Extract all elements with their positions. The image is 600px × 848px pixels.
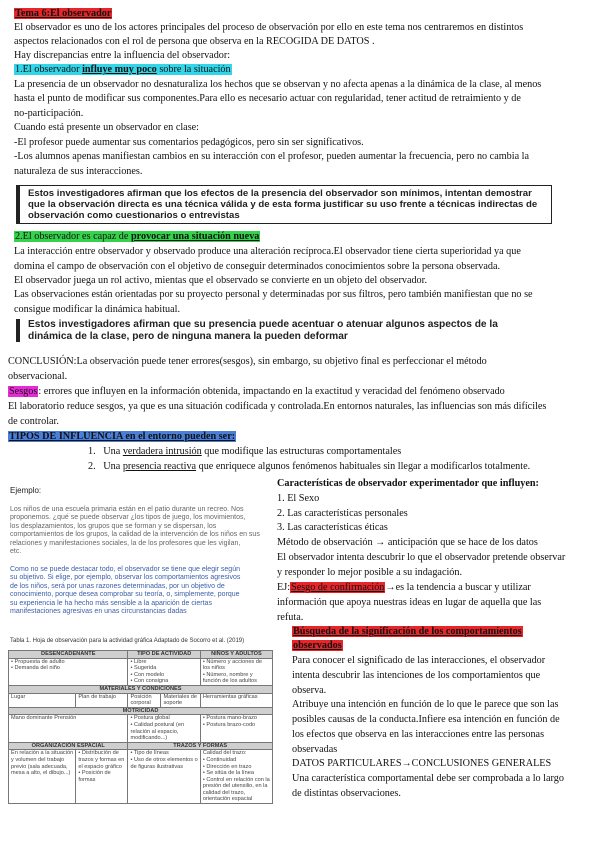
sesgos-line: El laboratorio reduce sesgos, ya que es una situación codificada y controlada.En entornos naturales, las influencias son más difíciles (8, 401, 547, 412)
s1-line: no-participación. (14, 108, 84, 119)
table-cell: • Propuesta de adulto • Demanda del niño (9, 658, 128, 685)
s2-line: consigue modificar la dinámica habitual. (14, 304, 181, 315)
table-cell: • Postura global • Calidad postural (en relación al espacio, modificando...) (128, 715, 200, 742)
intro-line: El observador es uno de los actores principales del proceso de observación por ello en este tema nos centraremos en distintos (14, 22, 524, 33)
busqueda-line: los efectos que observa en las interacciones entre las personas (292, 729, 545, 740)
sesgos-definition: Sesgos: errores que influyen en la información obtenida, impactando en la exactitud y veracidad del fenómeno observado (9, 386, 505, 397)
s1-line: La presencia de un observador no desnaturaliza los hechos que se observan y no afecta apenas a la dinámica de la clase, al menos (14, 79, 542, 90)
intro-line: aspectos relacionados con el rol de persona que observa en la RECOGIDA DE DATOS . (14, 36, 375, 47)
section-1-heading: 1.El observador influye muy poco sobre la situación (15, 64, 231, 75)
busqueda-title: Búsqueda de la significación de los comportamientos (293, 626, 522, 637)
tipos-item: 1. Una verdadera intrusión que modifique las estructuras comportamentales (88, 446, 402, 457)
table-header: TIPO DE ACTIVIDAD (128, 651, 200, 659)
table-header: ORGANIZACIÓN ESPACIAL (9, 742, 128, 750)
ejemplo-sesgo: EJ:Sesgo de confirmación→es la tendencia a buscar y utilizar (277, 582, 531, 593)
table-cell: • Número y acciones de los niños • Número, nombre y función de los adultos (200, 658, 272, 685)
table-header: TRAZOS Y FORMAS (128, 742, 273, 750)
caracteristicas-title: Características de observador experimentador que influyen: (277, 478, 539, 489)
table-header: MATERIALES Y CONDICIONES (9, 685, 273, 693)
table-cell: Posición corporal (128, 693, 161, 707)
s2-line: domina el campo de observación con el objetivo de conseguir determinados conocimientos sobre la persona observada. (14, 261, 501, 272)
conclusion-line: observacional. (8, 371, 68, 382)
table-cell: • Tipo de líneas • Uso de otros elementos o de figuras ilustrativas (128, 750, 200, 804)
table-cell: En relación a la situación y volumen del trabajo previo (sala adecuada, mesa a alto, el dibujo...) (9, 750, 76, 804)
s2-line: La interacción entre observador y observado produce una alteración recíproca.El observador tiene cierta superioridad ya que (14, 246, 521, 257)
busqueda-final: Una característica comportamental debe ser comprobada a lo largo (292, 773, 564, 784)
caracteristicas-item: 2. Las características personales (277, 508, 408, 519)
datos-line: DATOS PARTICULARES→CONCLUSIONES GENERALES (292, 758, 552, 769)
busqueda-line: posibles causas de la conducta.Infiere esa intención en función de (292, 714, 560, 725)
table-cell: • Libre • Sugerida • Con modelo • Con consigna (128, 658, 200, 685)
busqueda-line: Para conocer el significado de las interacciones, el observador (292, 655, 546, 666)
table-cell: Plan de trabajo (76, 693, 128, 707)
metodo-line: Método de observación → anticipación que se hace de los datos (277, 537, 538, 548)
s1-line: Cuando está presente un observador en clase: (14, 122, 200, 133)
s2-quote: Estos investigadores afirman que su presencia puede acentuar o atenuar algunos aspectos de la dinámica de la clase, pero de ninguna manera la pueden deformar (16, 319, 543, 342)
table-cell: • Postura mano-brazo • Postura brazo-codo (200, 715, 272, 742)
page-title: Tema 6:El observador (15, 8, 112, 19)
s1-line: hasta el punto de modificar sus componentes.Para ello es necesario actuar con regularidad, tener actitud de retraimiento y de (14, 93, 521, 104)
table-cell: Herramientas gráficas (200, 693, 272, 707)
s1-line: -Los alumnos apenas manifiestan cambios en su interacción con el profesor, pueden aumentar la frecuencia, pero no cambia la (14, 151, 529, 162)
caracteristicas-item: 3. Las características éticas (277, 522, 388, 533)
s2-line: Las observaciones están orientadas por su proyecto personal y determinadas por sus filtros, pero también manifiestan que no se (14, 289, 533, 300)
s1-line: -El profesor puede aumentar sus comentarios pedagógicos, pero sin ser significativos. (14, 137, 364, 148)
table-caption: Tabla 1. Hoja de observación para la actividad gráfica Adaptado de Socorro et al. (2019) (10, 638, 245, 644)
conclusion-line: CONCLUSIÓN:La observación puede tener errores(sesgos), sin embargo, su objetivo final es perfeccionar el método (8, 356, 487, 367)
s1-line: naturaleza de sus interacciones. (14, 166, 143, 177)
table-cell: Mano dominante Prensión (9, 715, 128, 742)
sesgos-line: de controlar. (8, 416, 59, 427)
table-cell: Calidad del trazo: • Continuidad • Dirección en trazo • Se sitúa de la línea • Control en relación con la presión del utensilio, en la calidad del trazo, orientación espacial (200, 750, 272, 804)
table-header: MOTRICIDAD (9, 707, 273, 715)
section-2-heading: 2.El observador es capaz de provocar una situación nueva (15, 231, 260, 242)
table-cell: • Distribución de trazos y formas en el espacio gráfico • Posición de formas (76, 750, 128, 804)
caracteristicas-line: y responder lo mejor posible a su indagación. (277, 567, 463, 578)
busqueda-line: observa. (292, 685, 327, 696)
table-cell: Materiales de soporte (161, 693, 200, 707)
example-paragraph-2: Como no se puede destacar todo, el observador se tiene que elegir según su objetivo. Si elige, por ejemplo, observar los comportamientos agresivos de los niños, será por unas razones determinadas, por un objetivo de conocimiento, porque desea comprobar su teoría, o, simplemente, porque su experiencia le ha hecho más sensible a la aparición de ciertas manifestaciones agresivas en unas circunstancias dadas (10, 566, 241, 616)
tipos-heading: TIPOS DE INFLUENCIA en el entorno pueden ser: (9, 431, 236, 442)
example-paragraph-1: Los niños de una escuela primaria están en el patio durante un recreo. Nos proponemos. ¿qué se puede observar ¿los tipos de juego, los movimientos, los desplazamientos, los grupos que se forman y se dispersan, los comportamientos de los grupos, la calidad de la intervención de los niños en sus relaciones y manifestaciones sociales, la de los profesores que les vigilan, etc. (10, 506, 260, 556)
caracteristicas-item: 1. El Sexo (277, 493, 320, 504)
ejemplo-sesgo-line: refuta. (277, 612, 304, 623)
busqueda-final: de distintas observaciones. (292, 788, 401, 799)
table-cell: Lugar (9, 693, 76, 707)
busqueda-line: observadas (292, 744, 338, 755)
s2-line: El observador juega un rol activo, mientas que el observado se convierte en un objeto del observador. (14, 275, 428, 286)
busqueda-line: intenta descubrir las intenciones de los comportamientos que (292, 670, 541, 681)
example-label: Ejemplo: (10, 486, 42, 495)
table-header: DESENCADENANTE (9, 651, 128, 659)
ejemplo-sesgo-line: información que apoya nuestras ideas en lugar de aquella que las (277, 597, 542, 608)
observation-table (8, 650, 273, 804)
s1-quote: Estos investigadores afirman que los efectos de la presencia del observador son mínimos, intentan demostrar que la observación directa es una técnica válida y de esta forma justificar su uso frente a técnicas indirectas de observación como cuestionarios o entrevistas (16, 185, 552, 224)
intro-line: Hay discrepancias entre la influencia del observador: (14, 50, 231, 61)
busqueda-title: observados (293, 640, 342, 651)
busqueda-line: Atribuye una intención en función de lo que le parece que son las (292, 699, 559, 710)
caracteristicas-line: El observador intenta descubrir lo que el observador pretende observar (277, 552, 566, 563)
table-header: NIÑOS Y ADULTOS (200, 651, 272, 659)
tipos-item: 2. Una presencia reactiva que enriquece algunos fenómenos habituales sin llegar a modificarlos totalmente. (88, 461, 531, 472)
